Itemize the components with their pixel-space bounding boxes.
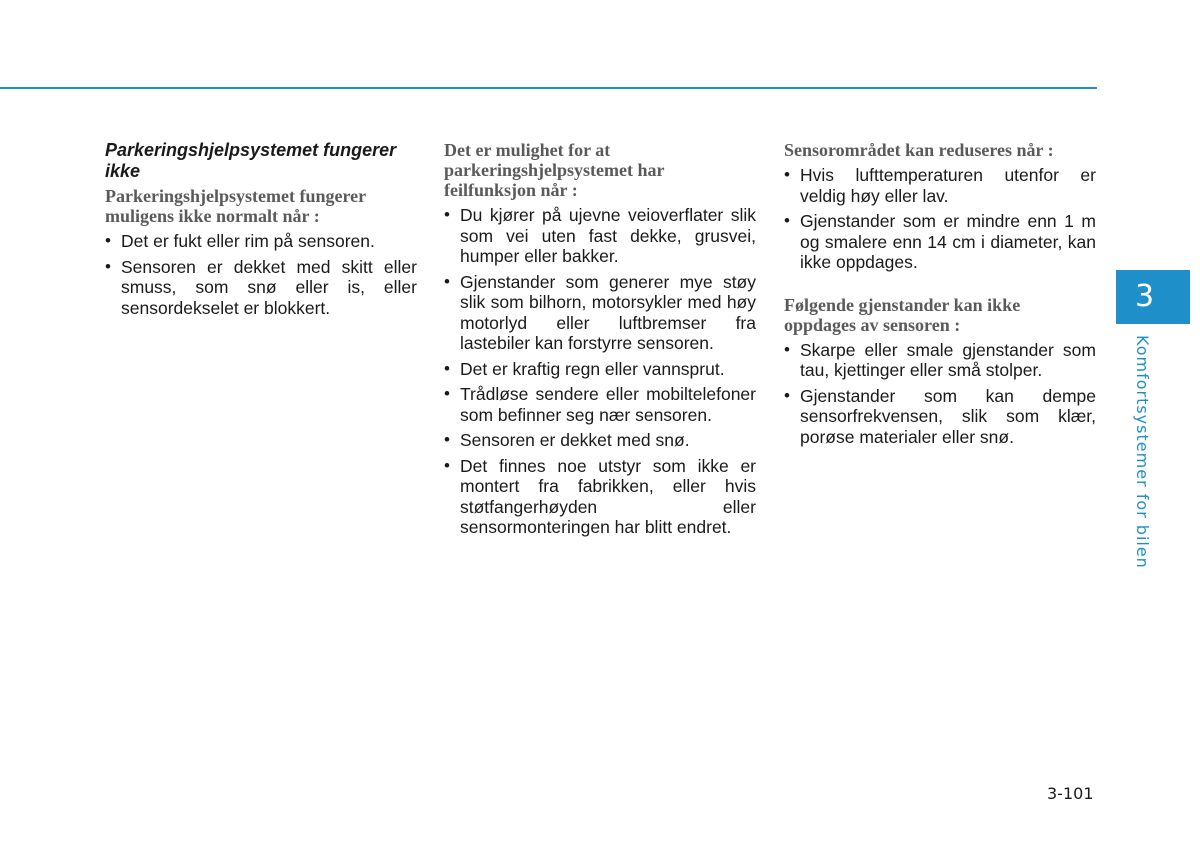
list-item: • Trådløse sendere eller mobiltelefoner som befinner seg nær sensoren. [444, 384, 756, 425]
bullet-icon: • [444, 384, 450, 403]
column-3 [784, 140, 1096, 452]
list-item: • Det finnes noe utstyr som ikke er montert fra fabrikken, eller hvis støtfangerhøyden eller sensormonteringen har blitt endret. [444, 455, 756, 537]
bullet-icon: • [105, 231, 111, 250]
column-1 [105, 140, 417, 323]
header-rule [0, 87, 1097, 89]
bullet-icon: • [444, 358, 450, 378]
chapter-number-tab: 3 [1116, 270, 1190, 324]
column3-subheading-range: Sensorområdet kan reduseres når : [784, 140, 1054, 160]
column1-list [105, 231, 417, 318]
chapter-title-vertical: Komfortsystemer for bilen [1133, 335, 1152, 569]
bullet-icon: • [784, 211, 790, 230]
column-2 [444, 140, 756, 543]
list-item: • Skarpe eller smale gjenstander som tau, kjettinger eller små stolper. [784, 339, 1096, 380]
bullet-icon: • [444, 430, 450, 449]
bullet-icon: • [444, 455, 450, 475]
list-item: • Hvis lufttemperaturen utenfor er veldig høy eller lav. [784, 165, 1096, 206]
bullet-icon: • [444, 271, 450, 291]
list-item: • Sensoren er dekket med skitt eller smuss, som snø eller is, eller sensordekselet er blokkert. [105, 256, 417, 318]
column2-list [444, 205, 756, 538]
column3-list-undetected [784, 340, 1096, 448]
column3-list-range [784, 165, 1096, 273]
list-item: • Gjenstander som kan dempe sensorfrekvensen, slik som klær, porøse materialer eller snø. [784, 385, 1096, 447]
section-heading: Parkeringshjelpsystemet fungerer ikke [105, 140, 397, 181]
column2-subheading: Det er mulighet for at parkeringshjelpsystemet har feilfunksjon når : [444, 140, 665, 200]
bullet-icon: • [784, 339, 790, 359]
bullet-icon: • [444, 205, 450, 224]
bullet-icon: • [784, 165, 790, 184]
column1-subheading: Parkeringshjelpsystemet fungerer muligens ikke normalt når : [105, 186, 366, 226]
list-item: • Det er kraftig regn eller vannsprut. [444, 358, 725, 379]
column3-subheading-undetected: Følgende gjenstander kan ikke oppdages av sensoren : [784, 294, 1021, 335]
list-item: • Du kjører på ujevne veioverflater slik som vei uten fast dekke, grusvei, humper eller bakker. [444, 205, 756, 266]
bullet-icon: • [105, 256, 111, 276]
page-number: 3-101 [1047, 784, 1094, 803]
bullet-icon: • [784, 385, 790, 405]
list-item: • Gjenstander som generer mye støy slik som bilhorn, motorsykler med høy motorlyd eller luftbremser fra lastebiler kan forstyrre sensoren. [444, 271, 756, 353]
list-item: • Det er fukt eller rim på sensoren. [105, 231, 375, 251]
list-item: • Gjenstander som er mindre enn 1 m og smalere enn 14 cm i diameter, kan ikke oppdages. [784, 211, 1096, 272]
list-item: • Sensoren er dekket med snø. [444, 430, 690, 450]
